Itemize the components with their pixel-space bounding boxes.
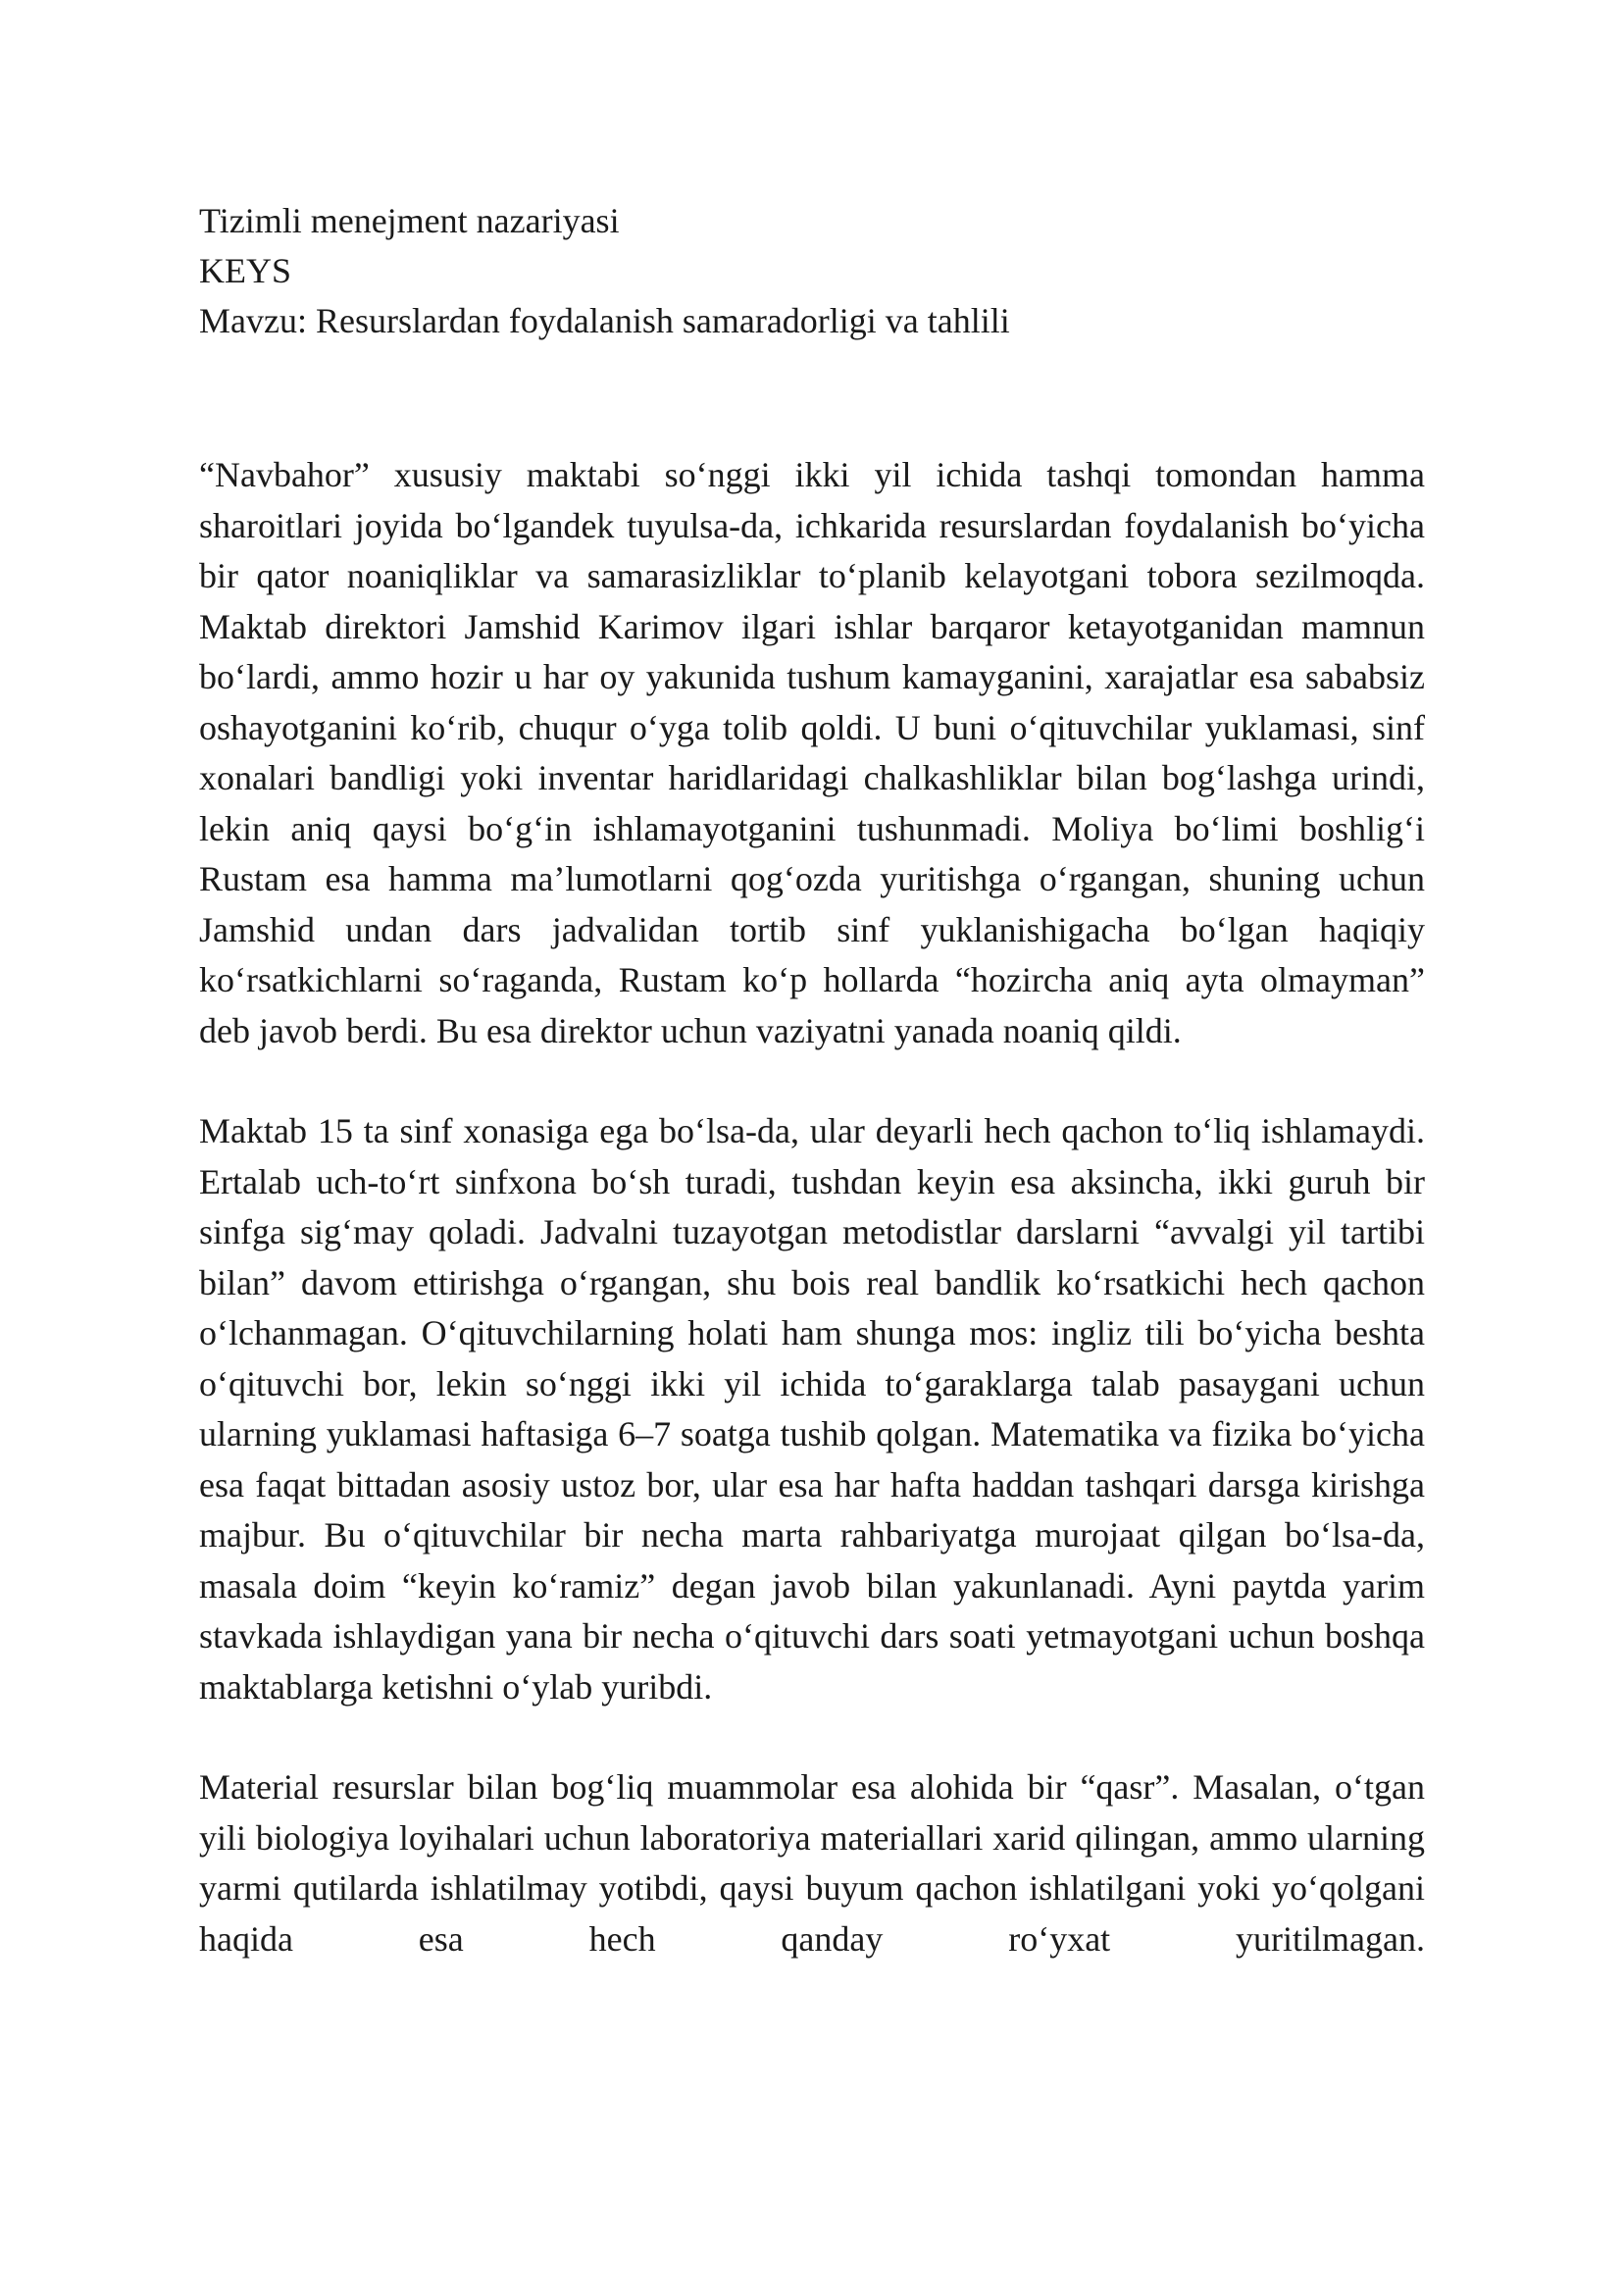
subject-title: Tizimli menejment nazariyasi <box>199 201 620 240</box>
document-header <box>199 196 1425 346</box>
document-body <box>199 450 1425 2014</box>
paragraph-1: “Navbahor” xususiy maktabi so‘nggi ikki yil ichida tashqi tomondan hamma sharoitlari joyida bo‘lgandek tuyulsa-da, ichkarida resurslardan foydalanish bo‘yicha bir qator noaniqliklar va samarasizliklar to‘planib kelayotgani tobora sezilmoqda. Maktab direktori Jamshid Karimov ilgari ishlar barqaror ketayotganidan mamnun bo‘lardi, ammo hozir u har oy yakunida tushum kamayganini, xarajatlar esa sababsiz oshayotganini ko‘rib, chuqur o‘yga tolib qoldi. U buni o‘qituvchilar yuklamasi, sinf xonalari bandligi yoki inventar haridlaridagi chalkashliklar bilan bog‘lashga urindi, lekin aniq qaysi bo‘g‘in ishlamayotganini tushunmadi. Moliya bo‘limi boshlig‘i Rustam esa hamma ma’lumotlarni qog‘ozda yuritishga o‘rgangan, shuning uchun Jamshid undan dars jadvalidan tortib sinf yuklanishigacha bo‘lgan haqiqiy ko‘rsatkichlarni so‘raganda, Rustam ko‘p hollarda “hozircha aniq ayta olmayman” deb javob berdi. Bu esa direktor uchun vaziyatni yanada noaniq qildi. <box>199 455 1425 1050</box>
paragraph-3: Material resurslar bilan bog‘liq muammolar esa alohida bir “qasr”. Masalan, o‘tgan yili biologiya loyihalari uchun laboratoriya materiallari xarid qilingan, ammo ularning yarmi qutilarda ishlatilmay yotibdi, qaysi buyum qachon ishlatilgani yoki yo‘qolgani haqida esa hech qanday ro‘yxat yuritilmagan. <box>199 1767 1425 1959</box>
topic-line: Mavzu: Resurslardan foydalanish samaradorligi va tahlili <box>199 301 1010 340</box>
document-type: KEYS <box>199 251 292 290</box>
paragraph-2: Maktab 15 ta sinf xonasiga ega bo‘lsa-da, ular deyarli hech qachon to‘liq ishlamaydi. Ertalab uch-to‘rt sinfxona bo‘sh turadi, tushdan keyin esa aksincha, ikki guruh bir sinfga sig‘may qoladi. Jadvalni tuzayotgan metodistlar darslarni “avvalgi yil tartibi bilan” davom ettirishga o‘rgangan, shu bois real bandlik ko‘rsatkichi hech qachon o‘lchanmagan. O‘qituvchilarning holati ham shunga mos: ingliz tili bo‘yicha beshta o‘qituvchi bor, lekin so‘nggi ikki yil ichida to‘garaklarga talab pasaygani uchun ularning yuklamasi haftasiga 6–7 soatga tushib qolgan. Matematika va fizika bo‘yicha esa faqat bittadan asosiy ustoz bor, ular esa har hafta haddan tashqari darsga kirishga majbur. Bu o‘qituvchilar bir necha marta rahbariyatga murojaat qilgan bo‘lsa-da, masala doim “keyin ko‘ramiz” degan javob bilan yakunlanadi. Ayni paytda yarim stavkada ishlaydigan yana bir necha o‘qituvchi dars soati yetmayotgani uchun boshqa maktablarga ketishni o‘ylab yuribdi. <box>199 1111 1425 1707</box>
